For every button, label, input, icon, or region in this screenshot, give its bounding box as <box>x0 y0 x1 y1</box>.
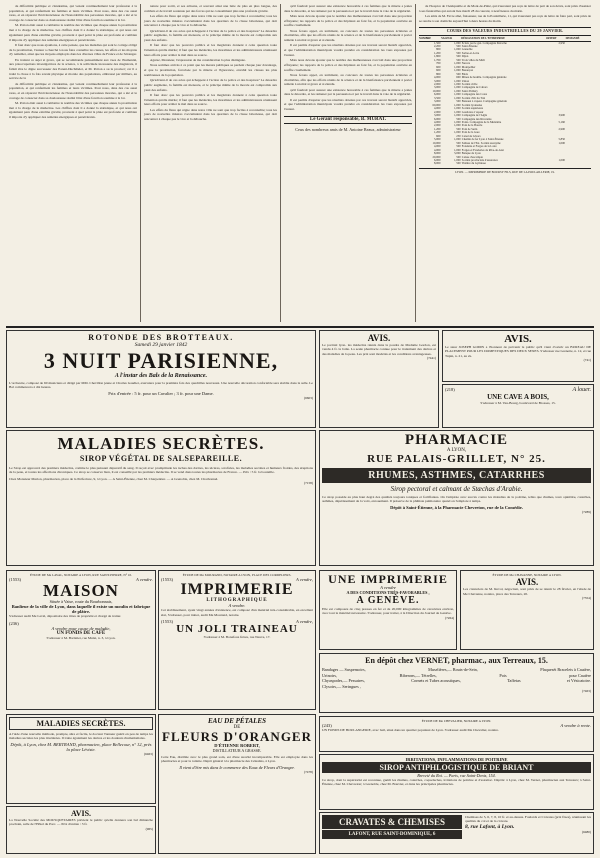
ad-body: S'adresser à M. Vau-Bourg, boulevard de Brosses, 15. <box>480 401 556 405</box>
paragraph: Il est permis d'espérer que les résultats obtenus par ces travaux seront bientôt appréciés, et que l'administration municipale voudra prendre en considération les vues exposées par l'auteur. <box>284 97 412 111</box>
ad-headline: IMPRIMERIE <box>180 581 294 599</box>
cell-designation: Caisse d'escompte <box>461 154 483 159</box>
ad-address: 8, rue Lafont, à Lyon. <box>465 823 515 830</box>
ad-subtitle: Sirop pectoral et calmant de Stæchas d'Arabie. <box>390 485 523 493</box>
funeral-notice-line: Ceux des nombreux amis de M. Antoine Beaux, administrateur <box>295 127 401 133</box>
cell-designation: Mines de houille. Compagnie générale <box>461 75 507 80</box>
ad-body: Le sieur JOSEPH GODIN a l'honneur de prévenir le public qu'il vient d'ouvrir un BUREAU DE PLACEMENT POUR LES DOMESTIQUES DES DEUX SEXES. S'adresser rue Grenette, n. 12, et rue Tupin, n. 21, au 2e. <box>445 345 591 358</box>
paragraph: Mais nous devons ajouter que le nombre des malheureuses s'accroît dans une proportion effrayante; les rapports de la police et des hôpitaux en font foi, et la population ouvrière en souffre cruellement. <box>284 14 412 28</box>
ad-body: A l'aide d'une nouvelle méthode, prompte, sûre et facile, le docteur Tanneur guérit en peu de temps les maladies secrètes les plus invétérées. Il traite également les dartres et les douleurs rhumatismales. <box>9 732 153 741</box>
ad-body: Ce sirop, dont la supériorité est reconnue, guérit les rhumes, catarrhes, coqueluches, irritations de poitrine et d'estomac. Dépôts: à Lyon, chez M. Vernet, pharmacien aux Terreaux; à Saint-Étienne, chez M. Chevreton; à Grenoble, chez M. Bouvier, et dans les principales pharmacies. <box>322 778 591 787</box>
ad-maison <box>6 570 156 710</box>
ad-title: ROTONDE DES BROTTEAUX. <box>88 333 234 342</box>
cell-valeur: 1,000 <box>454 40 461 45</box>
cell-designation: Besançon <box>461 68 474 73</box>
ad-number: (6480) <box>581 829 591 834</box>
ad-text-block <box>462 815 591 851</box>
cell-designation: Société supérieure <box>461 106 484 111</box>
ad-body: Chemises de 5, 6, 7, 8, 10 fr. et au-dessus. Foulards et Cravates (prix fixes), réunissant les qualités du col et de la cravate. <box>465 815 591 824</box>
ad-number: (741) <box>583 358 591 363</box>
cell-nombre: 600 <box>436 133 441 138</box>
ad-pharmacie <box>319 430 594 566</box>
product-item: Urinoirs, <box>322 672 338 678</box>
ad-number: (243) <box>322 723 332 729</box>
ad-number: (7463) <box>581 689 591 693</box>
ad-title-de: DE <box>233 725 241 730</box>
ad-city: A GENÈVE. <box>356 595 420 606</box>
ad-tag: A vendre, <box>296 577 313 583</box>
cell-valeur: 1,000 <box>454 64 461 69</box>
cell-nombre: 1,700 <box>433 57 441 62</box>
cell-nombre: 1,200 <box>433 130 441 135</box>
ad-subtitle: Breveté du Roi. — Paris, rue Saint-Denis, 154. <box>417 773 496 778</box>
cell-designation: Union <box>461 78 470 83</box>
cell-designation: Bateaux à vapeur. Compagnie générale <box>461 99 507 104</box>
ad-avis-mousquetaires <box>6 806 156 854</box>
cell-valeur: 5,000 <box>454 151 461 156</box>
ad-depot: Chez Monsieur Marion, pharmacien, place de la Préfecture, 9, à Lyon. — A Saint-Étienne, chez M. Charpentier. — A Grenoble, chez M. Charbonnel. <box>9 476 219 481</box>
cell-valeur: 1,000 <box>454 92 461 97</box>
ad-maladies-small <box>6 714 156 804</box>
ad-headline: MAISON <box>43 581 119 601</box>
cell-offert: 2,900 <box>558 126 565 131</box>
cell-nombre: 700 <box>436 61 441 66</box>
cell-valeur: 500 <box>456 71 461 76</box>
cell-nombre: 1,500 <box>433 40 441 45</box>
cell-designation: Fonderie et Forges de la Loire <box>461 144 497 149</box>
ad-subtitle: Située à Vaise, route du Bourbonnais, <box>49 599 113 605</box>
ad-headline: 3 NUIT PARISIENNE, <box>43 348 279 373</box>
ad-tag: A vendre <box>380 585 396 590</box>
funeral-notice-2: Les amis de M. Favre aîné, fraiseneur, rue de la Poulaillerie, 11, qui n'auraient pas reçu de lettre de faire part, sont priés de se rendre à son domicile aujourd'hui à deux heures du matin. <box>419 14 591 23</box>
market-table <box>419 36 591 166</box>
paragraph: Qu'advient-il de ces actes qui échappent à l'action de la police et des hospices? Le désordre public augmente, la famille est menacée, et le principe même de la morale est compromis aux yeux des enfants. <box>144 78 277 92</box>
ad-body: Cette Eau, distillée avec le plus grand soin, est d'une suavité incomparable. Elle est employée dans les pharmacies et pour la toilette. Dépôt général à la pharmacie des Célestins, à Lyon. <box>161 755 313 764</box>
ad-number: (7264) <box>444 615 454 620</box>
ad-rotonde <box>6 330 316 428</box>
ad-number: (965) <box>145 826 153 831</box>
col-header-designation: DÉSIGNATION DE L'ENTREPRISE <box>461 36 546 41</box>
ad-line: A vendre pour cause de maladie, <box>51 625 111 631</box>
paragraph: qu'il faudrait pour assurer une existence honorable à ces femmes que la misère a jetées dans le désordre, et les ramener par la persuasion et par le travail dans la voie de la régularité. <box>284 4 412 13</box>
cell-valeur: 1,000 <box>454 82 461 86</box>
cell-nombre: 600 <box>436 68 441 73</box>
paragraph: Les effets du fléau qui règne dans notre ville ne sont que trop faciles à reconnaître; tous les jours de nouvelles misères s'accumulent dans les quartiers de la classe laborieuse, qui doit rencontrer à chaque pas le vice et la débauche. <box>144 107 277 121</box>
cell-valeur: 1,000 <box>454 102 461 107</box>
ad-number: (1553) <box>9 577 21 583</box>
ad-subtitle: SIROP VÉGÉTAL DE SALSEPAREILLE. <box>79 454 243 463</box>
ad-subtitle: LITHOGRAPHIQUE <box>206 598 268 604</box>
ad-number: (7441) <box>426 356 436 361</box>
product-item: Cornets et Tubes acoustiques, <box>411 678 461 683</box>
cell-valeur: 1,000 <box>454 109 461 114</box>
editorial-section <box>6 4 594 322</box>
cell-valeur: 1,000 <box>454 47 461 52</box>
ad-title: MALADIES SECRÈTES. <box>9 717 153 730</box>
product-item: Chyaspodes,— Pessaires, <box>322 678 365 683</box>
paragraph: Les effets du fléau qui règne dans notre ville ne sont que trop faciles à reconnaître; tous les jours de nouvelles misères s'accumulent dans les quartiers de la classe laborieuse, qui doit rencontrer à chaque pas le vice et la débauche. <box>144 14 277 28</box>
cell-designation: Éclair. par le gaz. Compagnie Perrache <box>461 40 507 45</box>
ad-maker: D'ÉTIENNE ROBERT, <box>214 743 260 748</box>
cell-designation: Blois <box>461 71 468 76</box>
ad-body: La Nouvelle Société des MOUSQUETAIRES prévient le public qu'elle donnera son bal dimanche prochain, salle de l'Hôtel du Parc. — Prix d'entrée : 3 fr. <box>9 818 153 827</box>
ad-vernet <box>319 653 594 713</box>
cell-designation: Saint-Thibéry <box>461 88 478 93</box>
cell-valeur: 1,000 <box>454 157 461 162</box>
ad-number: (218) <box>445 387 455 392</box>
paragraph: Qu'advient-il de ces actes qui échappent à l'action de la police et des hospices? Le désordre public augmente, la famille est menacée, et le principe même de la morale est compromis aux yeux des enfants. <box>144 28 277 43</box>
cell-nombre: 5,000 <box>433 137 441 142</box>
product-item: Bandages — Suspensoirs, <box>322 667 366 672</box>
paragraph: Mais nous devons ajouter que le nombre des malheureuses s'accroît dans une proportion effrayante; les rapports de la police et des hôpitaux en font foi, et la population ouvrière en souffre cruellement. <box>284 58 412 72</box>
cell-nombre: 1,200 <box>433 126 441 131</box>
cell-designation: Saône-et-Loire <box>461 50 480 55</box>
ad-headline: FLEURS D'ORANGER <box>162 729 312 744</box>
cell-offert: 1,000 <box>558 140 565 145</box>
cell-designation: Compagnie des Riverains <box>461 116 492 121</box>
ad-city: A LYON, <box>446 448 467 453</box>
paragraph: Il faut donc que nous ajoutions, à cette pensée, que les maladies qui sont le cortège obligé de la prostitution, l'auteur a cherché à nous faire connaître les causes, les effets et les moyens d'y remédier, ainsi que les moyens employés dans les diverses villes de France et de l'étranger. <box>9 42 137 57</box>
cell-nombre: 800 <box>436 71 441 76</box>
product-item: Taffetas <box>507 678 521 683</box>
cell-valeur: 1,000 <box>454 113 461 118</box>
col-header-offert: OFFERT <box>546 36 566 41</box>
ad-avis-notaire <box>460 570 594 650</box>
cell-designation: Saint-Étienne <box>461 44 478 49</box>
ad-header: ÉTUDE DE Me MOURAND, NOTAIRE A LYON, PLACE DES CORDELIERS. <box>182 573 292 577</box>
cell-designation: Société civile <box>461 82 478 86</box>
ad-banner: RHUMES, ASTHMES, CATARRHES <box>322 468 591 483</box>
ad-number-2: (1553) <box>161 619 173 625</box>
cell-nombre: 10,000 <box>432 140 441 145</box>
cell-valeur: 1,000 <box>454 137 461 142</box>
paragraph: Nous ferons appel, en terminant, au concours de toutes les personnes éclairées et charitables, afin que les efforts réunis de la science et de la bienfaisance parviennent à porter remède à un mal si grave et si étendu. <box>284 72 412 87</box>
cell-nombre: 4,000 <box>433 75 441 80</box>
ad-banner-2: LAFONT, RUE SAINT-DOMINIQUE, 6 <box>322 830 462 839</box>
cell-valeur: 600 <box>456 75 461 80</box>
cell-designation: Compagnie de l'Aigle <box>461 113 488 118</box>
ad-headline-2: UN JOLI TRAINEAU <box>176 623 298 636</box>
market-column <box>416 4 594 322</box>
market-title: COURS DES VALEURS INDUSTRIELLES DU 29 JANVIER. <box>419 27 591 36</box>
paragraph: Il est permis d'espérer que les résultats obtenus par ces travaux seront bientôt appréciés, et que l'administration municipale voudra prendre en considération les vues exposées par l'auteur. <box>284 43 412 57</box>
product-item: Clysoirs,— Seringues , <box>322 683 361 689</box>
cell-nombre: 2,200 <box>433 44 441 49</box>
cell-valeur: 500 <box>456 44 461 49</box>
cell-valeur: 500 <box>456 54 461 59</box>
cell-nombre: 3,000 <box>433 78 441 83</box>
ad-tag-3: A vendre, <box>296 619 313 625</box>
ad-body: S'adresser audit Me Laval, dépositaire des titres de propriété et chargé de traiter. <box>9 614 122 619</box>
ad-product-list <box>322 667 591 689</box>
editorial-column-2 <box>141 4 281 322</box>
col-header-valeur: VALEUR <box>441 36 461 41</box>
paragraph: Il faut donc que les pouvoirs publics et les magistrats donnent à cette question toute l'attention qu'elle mérite; il faut que les médecins, les moralistes et les administrateurs réunissent leurs efforts pour arrêter le mal dans sa source. <box>144 92 277 107</box>
ad-number: (6463) <box>143 751 153 756</box>
cell-nombre: 6,000 <box>433 157 441 162</box>
cell-valeur: 500 <box>456 50 461 55</box>
ad-tag: A louer. <box>572 387 591 393</box>
ad-number: (6603) <box>303 395 313 400</box>
cell-nombre: 3,000 <box>433 113 441 118</box>
ad-body: Ce sirop possède au plus haut degré des qualités toujours toniques et fortifiantes. On l'emploie avec succès contre les maladies de la poitrine, telles que rhumes, toux opiniâtre, catarrhes, asthmes, dépérissement de la voix, enrouement. Il préserve de la phthisie pulmonaire quand on l'emploie à temps. <box>322 495 591 504</box>
cell-offert: 1,000 <box>558 157 565 162</box>
product-row <box>322 667 591 673</box>
cell-demande <box>566 162 591 165</box>
ad-sirop-briant <box>319 754 594 810</box>
cell-designation: Ponts. Compagnie de la Mulatière <box>461 119 502 124</box>
cell-valeur: 500 <box>456 99 461 104</box>
col-header-demande: DEMANDÉ <box>566 36 591 41</box>
ad-title: IRRITATIONS, INFLAMMATIONS DE POITRINE <box>405 757 508 762</box>
cell-offert: 2,950 <box>558 40 565 45</box>
paragraph: Nous ferons appel, en terminant, au concours de toutes les personnes éclairées et charitables, afin que les efforts réunis de la science et de la bienfaisance parviennent à porter remède à un mal si grave et si étendu. <box>284 28 412 43</box>
cell-valeur: 1,000 <box>454 61 461 66</box>
ad-number: (7158) <box>303 481 313 486</box>
ad-a-louer <box>442 384 594 428</box>
cell-valeur: 1,000 <box>454 123 461 128</box>
ad-header: ÉTUDE DE Me CHEVALIER, NOTAIRE A LYON. <box>421 719 492 723</box>
funeral-notice: de l'hospice de l'Antiquaille et du Mont-de-Piété, qui n'auraient pas reçu de lettre de part de son décès, sont priés d'assister à ses funérailles qui auront lieu mardi 28 du courant, à neuf heures du matin. <box>419 4 591 13</box>
ad-title: En dépôt chez VERNET, pharmac., aux Terreaux, 15. <box>365 656 548 665</box>
cell-valeur: 500 <box>456 116 461 121</box>
cell-designation: Canal de Givors <box>461 133 481 138</box>
cell-nombre: 3,000 <box>433 99 441 104</box>
ad-headline: UNE IMPRIMERIE <box>328 572 448 586</box>
ad-street: RUE PALAIS-GRILLET, N° 25. <box>367 453 546 465</box>
ad-banner: SIROP ANTIPHLOGISTIQUE DE BRIANT <box>322 762 591 773</box>
cell-nombre: 10,000 <box>432 88 441 93</box>
cell-designation: Compagnie de Cahors <box>461 85 488 90</box>
ad-fonds-boulangerie <box>319 716 594 752</box>
cell-valeur: 1,000 <box>454 106 461 111</box>
cell-valeur: 1,000 <box>454 85 461 90</box>
cell-designation: Théâtre du Gymnase <box>461 161 486 166</box>
cell-valeur: 500 <box>456 154 461 159</box>
cell-nombre: 20,000 <box>432 154 441 159</box>
cell-designation: Société lyonnaise <box>461 102 483 107</box>
ad-conditions: A DES CONDITIONS TRÈS-FAVORABLES , <box>346 590 430 595</box>
cell-valeur: 1,000 <box>454 119 461 124</box>
cell-designation: Trois villes du Midi <box>461 57 485 62</box>
advertisements-section <box>6 330 594 854</box>
cell-valeur: 1,000 <box>454 147 461 152</box>
ad-line: S'adresser à M. Bonafous frères, rue Neuve, 17. <box>203 635 271 640</box>
section-divider <box>6 326 594 328</box>
paragraph: nature pour sortir, et ses artisans, et souvent ainsi une lutte de plus en plus longue, des combats et de travail soutenus par des forces qui ne consomment plus une profonde gravité. <box>144 4 277 13</box>
cell-designation: Société d'Or du Trié <box>461 95 486 100</box>
ad-une-imprimerie <box>319 570 457 650</box>
ad-headline: PHARMACIE <box>404 432 509 448</box>
gerant-signature: Le Gérant responsable, B. MURAT. <box>284 116 412 125</box>
ad-tag: A vendre à rente. <box>560 723 591 729</box>
cell-nombre: 2,000 <box>433 109 441 114</box>
ad-header: ÉTUDE DE Me CHAVANNE, NOTAIRE A LYON. <box>492 573 562 577</box>
cell-valeur: 500 <box>456 140 461 145</box>
cell-designation: Dijon <box>461 54 469 59</box>
product-item: Biberons,— Tétrelles, <box>399 672 437 678</box>
ad-tag: A vendre. <box>136 577 153 583</box>
cell-valeur: 1,000 <box>454 88 461 93</box>
cell-designation: Pont de Serin <box>461 126 478 131</box>
paragraph: de difformité publique et clandestine, qui venant continuellement leur profession à la population, et qui renferment les femmes et leurs victimes. Pour nous, dans des cas aussi rares, et en réparant l'irrévérencieuse de l'honorabilité des personnes morales, qui a été et le courage de consacrer dans sa douloureuse réalité l'état d'une fonction soumise à la loi. <box>9 81 137 100</box>
cell-nombre: 600 <box>436 64 441 69</box>
product-item: pour Cautère <box>569 672 591 678</box>
cell-offert: 5,160 <box>558 119 565 124</box>
cell-valeur: 1,000 <box>454 68 461 73</box>
cell-offert: 3,900 <box>558 113 565 118</box>
cell-nombre: 4,000 <box>433 147 441 152</box>
ad-line: Il vient d'être mis dans le commerce des Eaux de Fleurs d'Oranger. <box>179 764 295 770</box>
editorial-column-1 <box>6 4 141 322</box>
ad-number: (1553) <box>161 577 173 583</box>
ad-body: Le portrait lyon- les médecins réunis dans la poudre de Madame Gordon, est vendu 4 fr. la boîte. La seule pharmacie connue pour le traitement des dartres et des maladies de la peau. Les prix sont modérés et les conditions avantageuses. <box>322 343 436 356</box>
ad-date: Samedi 29 janvier 1842 <box>134 342 188 348</box>
ad-tag-2: A vendre. <box>228 603 246 609</box>
ad-depot: Dépôt, à Lyon, chez M. BERTRAND, pharmacien, place Bellecour, n° 12, près la place Léviste. <box>10 741 152 752</box>
ad-number: (7289) <box>581 509 591 514</box>
cell-nombre: 3,000 <box>433 85 441 90</box>
ad-title: AVIS. <box>367 333 391 343</box>
ad-cravates <box>319 812 594 854</box>
ad-number-2: (236) <box>9 620 19 626</box>
paragraph: M. Potton était aussi à combattre le nombre des victimes que chaque année la prostitution met à la charge de la médecine. Les chiffres dont il a donné la statistique, et qui nous ont également paru d'une extrême gravité, prouvent à quel point la plaie est profonde et combien il importe d'y appliquer des remèdes énergiques et persévérants. <box>9 101 137 120</box>
cell-nombre: 8,000 <box>433 161 441 166</box>
ad-banner-block <box>322 815 462 851</box>
cell-valeur: 1,000 <box>454 78 461 83</box>
cell-nombre: 60,000 <box>432 102 441 107</box>
ad-place: DISTILLATEUR A GRASSE. <box>212 748 262 753</box>
ad-title: AVIS. <box>515 577 539 588</box>
cell-designation: Salines de l'Est. Société anonyme <box>461 140 501 145</box>
cell-nombre: 6,000 <box>433 116 441 121</box>
cell-nombre: 4,000 <box>433 106 441 111</box>
product-item: Plaquesèt Bracelets à Cautère, <box>540 667 591 672</box>
cell-designation: Chemin de fer Lyon à Saint-Étienne <box>461 137 504 142</box>
cell-designation: Pont de la Boucle <box>461 123 483 128</box>
cell-nombre: 4,000 <box>433 119 441 124</box>
ad-line-3: S'adresser à M. Barlatier, rue Mulet, n. 3, à Lyon. <box>46 635 116 640</box>
cell-designation: Banque de Lyon <box>461 151 481 156</box>
printer-line: LYON. — IMPRIMERIE DE BOURSY FILS, RUE DE LA POULAILLERIE, 19. <box>419 168 591 175</box>
cell-designation: Forges et Fonderies de Rive-de-Gier <box>461 147 504 152</box>
cell-nombre: 3,500 <box>433 95 441 100</box>
ad-avis-placement <box>442 330 594 382</box>
cell-nombre: 8,000 <box>433 151 441 156</box>
cell-valeur: 250 <box>456 133 461 138</box>
cell-designation: Grenoble <box>461 47 473 52</box>
ad-imprimerie <box>158 570 316 710</box>
ad-avis-portrait <box>319 330 439 428</box>
ad-title: EAU DE PÉTALES <box>208 717 266 725</box>
ad-depot: Dépôt à Saint-Étienne, à la Pharmacie Chevreton, rue de la Comédie. <box>390 504 523 510</box>
cell-offert <box>546 162 566 165</box>
cell-offert: 5,850 <box>558 137 565 142</box>
ad-body: Cet établissement, ayant vingt années d'existence, est composé d'un matériel très-considérable, en excellent état, S'adresser, pour traiter, audit Me Mourand, notaire. <box>161 608 313 617</box>
cell-nombre: 4,000 <box>433 144 441 149</box>
cell-designation: Compagnie des Cotes <box>461 92 487 97</box>
cell-valeur: 500 <box>456 144 461 149</box>
ad-headline: MALADIES SECRÈTES. <box>57 434 265 453</box>
paragraph: Il faut donc que les pouvoirs publics et les magistrats donnent à cette question toute l'attention qu'elle mérite; il faut que les médecins, les moralistes et les administrateurs réunissent leurs efforts pour arrêter le mal dans sa source. <box>144 43 277 57</box>
paragraph: Nous sommes arrivés à ce point que les mœurs publiques se perdent chaque jour davantage, et que la prostitution, favorisée par la misère et l'ignorance, envahit les classes les plus nombreuses de la population. <box>144 63 277 77</box>
ad-subtitle: A l'instar des Bals de la Renaissance. <box>114 373 208 379</box>
ad-headline: UNE CAVE A BOIS, <box>487 393 549 401</box>
cell-designation: Gondoles à vapeur <box>461 109 484 114</box>
ad-header: ÉTUDE DE Me LAVAL, NOTAIRE A LYON, RUE SAINT-PIERRE, N° 10. <box>30 573 132 577</box>
cell-valeur: 500 <box>456 161 461 166</box>
market-row <box>419 162 591 165</box>
ad-title: AVIS. <box>70 809 92 818</box>
ad-price: Prix d'entrée : 5 fr. pour un Cavalier ; 3 fr. pour une Dame. <box>108 390 214 396</box>
ad-number: (7478) <box>303 769 313 774</box>
paragraph: M. Potton était aussi à combattre le nombre des victimes que chaque année la prostitution met à la charge de la médecine. Les chiffres dont il a donné la statistique, et qui nous ont également paru d'une extrême gravité, prouvent à quel point la plaie est profonde et combien il importe d'y appliquer des remèdes énergiques et persévérants. <box>9 23 137 42</box>
ad-title: AVIS. <box>504 333 532 345</box>
product-item: et Vésicatoire. <box>566 678 591 683</box>
cell-nombre: 6,000 <box>433 92 441 97</box>
ad-body: UN FONDS DE BOULANGERIE, avec bail, situé dans un quartier populeux de Lyon. S'adresser audit Me Chevalier, notaire. <box>322 728 499 733</box>
paragraph: En traitant ce sujet si grave, qui se recommande puissamment aux vues de l'humanité, aux préoccupations investigatrices de la science, à la sollicitude incessante des magistrats, il fallait être le digne successeur des Parent-Duchâtelet, et M. Potton a su le prouver; car il a traité la chose à la fois savant physique et morale des populations, embrassé par milliers, au service de la <box>9 57 137 81</box>
cell-valeur: 1,000 <box>454 130 461 135</box>
market-body <box>419 41 591 166</box>
cell-designation: Montpellier <box>461 64 476 69</box>
cell-valeur: 1,000 <box>454 95 461 100</box>
ad-number: (7354) <box>581 596 591 601</box>
product-item: Muselières,— Bouts-de-Sein, <box>428 667 478 672</box>
cell-designation: Pont de la Gare <box>461 130 480 135</box>
cell-designation: Société provinciale d'assurance <box>461 157 498 162</box>
cell-valeur: 500 <box>456 57 461 62</box>
ad-banner: CRAVATES & CHEMISES <box>322 815 462 829</box>
col-header-nombre: NOMBRE <box>419 36 441 41</box>
cell-valeur: 500 <box>456 126 461 131</box>
ad-body: Le Sirop est approuvé des premiers médecins, comme le plus puissant dépuratif du sang. Il reçoit avec promptitude les taches des dartres, les ulcères, scrofules, les maladies secrètes et humeurs froides, des éruptions de la peau, et toutes les affections chroniques. Ce sirop se conserve bien, il est conseillé par les premiers médecins. Il se vend dans toutes les pharmacies de France. — Prix : 5 fr. la bouteille. <box>9 466 313 475</box>
paragraph: Agréez, Monsieur, l'expression de ma considération la plus distinguée. <box>150 58 246 63</box>
cell-nombre: 2,000 <box>433 82 441 86</box>
cell-nombre: 800 <box>436 47 441 52</box>
ad-body: Elle est composée de cinq presses en fer et de 20,000 kilogrammes de caractères environ, avec tout le matériel nécessaire. S'adresser, pour traiter, à la Direction du Journal de Genève. <box>322 607 454 616</box>
cell-nombre: 1,800 <box>433 54 441 59</box>
cell-designation: Nevers <box>461 61 470 66</box>
ad-subtitle-2: Banlieue de la ville de Lyon, dans laquelle il existe un moulin et fabrique de plâtre. <box>11 604 151 615</box>
ad-maladies-secretes <box>6 430 316 566</box>
paragraph: qu'il faudrait pour assurer une existence honorable à ces femmes que la misère a jetées dans le désordre, et les ramener par la persuasion et par le travail dans la voie de la régularité. <box>284 87 412 97</box>
product-item: Pois <box>499 672 507 678</box>
ad-body: L'orchestre, composé de 60 musiciens et dirigé par MM. Chevillon jeune et Charles Gaudier, exécutera pour la première fois des quadrilles nouveaux. Une nouvelle décoration confortable sera établie dans la salle. Le Bal commencera à dix heures. <box>9 381 313 390</box>
editorial-column-3 <box>281 4 416 322</box>
ad-line-2: UN FONDS DE CAFÉ <box>56 630 106 636</box>
ad-body: Les créanciers de M. Revol, négociant, sont priés de se réunir le 28 février, en l'étude de Me Chavanne, notaire, place des Terreaux, 20. <box>463 587 591 596</box>
paragraph: de difformité publique et clandestine, qui venant continuellement leur profession à la population, et qui renferment les femmes et leurs victimes. Pour nous, dans des cas aussi rares, et en réparant l'irrévérencieuse de l'honorabilité des personnes morales, qui a été et le courage de consacrer dans sa douloureuse réalité l'état d'une fonction soumise à la loi. <box>9 4 137 23</box>
cell-nombre: 2,000 <box>433 123 441 128</box>
ad-eau-fleurs-oranger <box>158 714 316 854</box>
cell-nombre: 1,200 <box>433 50 441 55</box>
